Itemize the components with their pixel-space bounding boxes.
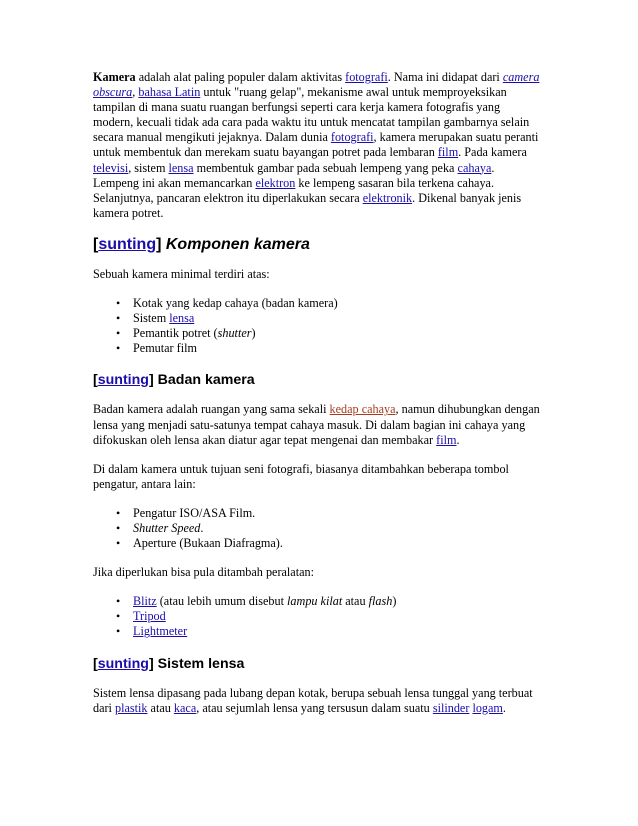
link-logam[interactable]: logam (472, 700, 503, 715)
link-bahasa-latin[interactable]: bahasa Latin (138, 85, 201, 100)
list-item: • Pengatur ISO/ASA Film. (133, 506, 543, 521)
intro-paragraph (93, 70, 543, 221)
intro-text: , kamera merupakan suatu peranti untuk membentuk dan merekam suatu bayangan potret pada lembaran (93, 130, 539, 160)
edit-link-lensa[interactable]: sunting (97, 655, 149, 672)
heading-title: Badan kamera (153, 372, 255, 389)
list-item (133, 609, 543, 624)
intro-text: . Dikenal banyak jenis kamera potret. (93, 190, 522, 220)
heading-badan-kamera (93, 370, 543, 390)
edit-bracket-close: ] (148, 372, 154, 389)
badan-text: , namun dihubungkan dengan lensa yang menjadi satu-satunya tempat cahaya masuk. Di dalam bagian ini cahaya yang difokuskan oleh lensa akan diatur agar tepat mengenai dan membakar (93, 402, 540, 447)
edit-bracket-open: [ (93, 655, 98, 672)
link-kedap-cahaya[interactable]: kedap cahaya (329, 402, 396, 417)
list-item (133, 624, 543, 639)
intro-text: . Lempeng ini akan memancarkan (93, 160, 495, 190)
list-item: • Kotak yang kedap cahaya (badan kamera) (133, 296, 543, 311)
intro-kamera-bold: Kamera (93, 70, 136, 84)
komponen-lead: Sebuah kamera minimal terdiri atas: (93, 266, 270, 281)
intro-text: , (132, 85, 139, 100)
edit-bracket-close: ] (148, 655, 154, 672)
list-item-italic: flash (368, 594, 393, 609)
edit-link-badan[interactable]: sunting (97, 372, 149, 389)
edit-bracket-open: [ (93, 372, 98, 389)
peralatan-list (93, 594, 543, 639)
list-item-italic: shutter (217, 326, 252, 341)
edit-bracket-close: ] (156, 235, 162, 253)
link-televisi[interactable]: televisi (93, 160, 129, 175)
lensa-text: , atau sejumlah lensa yang tersusun dalam suatu (196, 700, 433, 715)
heading-sistem-lensa (93, 654, 543, 674)
lensa-text: . (502, 700, 506, 715)
heading-title: Komponen kamera (161, 235, 310, 253)
link-lensa[interactable]: lensa (168, 160, 194, 175)
link-cahaya[interactable]: cahaya (457, 160, 492, 175)
link-film-badan[interactable]: film (436, 432, 457, 447)
link-camera-obscura-label: camera obscura (93, 70, 540, 100)
lensa-paragraph (93, 686, 543, 716)
tombol-pengatur-list (93, 506, 543, 551)
intro-text: . Nama ini didapat dari (387, 70, 503, 84)
link-lightmeter[interactable]: Lightmeter (133, 624, 188, 639)
edit-bracket-open: [ (93, 235, 99, 253)
list-item-text: Pemantik potret ( (133, 326, 218, 341)
edit-link-komponen[interactable]: sunting (98, 235, 157, 253)
list-item-text: Sistem (133, 311, 170, 326)
list-item (133, 311, 543, 326)
link-elektron[interactable]: elektron (255, 175, 296, 190)
link-tripod[interactable]: Tripod (133, 609, 166, 624)
link-film[interactable]: film (437, 145, 459, 160)
badan-paragraph-1 (93, 402, 543, 447)
lensa-text: Sistem lensa dipasang pada lubang depan kotak, berupa sebuah lensa tunggal yang terbuat dari (93, 685, 533, 715)
list-item (133, 521, 543, 536)
list-item-italic: lampu kilat (287, 594, 343, 609)
list-item-text: atau (342, 594, 369, 609)
link-elektronik[interactable]: elektronik (362, 190, 413, 205)
link-plastik[interactable]: plastik (115, 700, 148, 715)
list-item: • Pemutar film (133, 341, 543, 356)
intro-text: , sistem (128, 160, 169, 175)
heading-title: Sistem lensa (153, 655, 245, 672)
badan-paragraph-3: Jika diperlukan bisa pula ditambah peralatan: (93, 565, 314, 580)
lensa-text: atau (147, 700, 174, 715)
link-blitz[interactable]: Blitz (133, 594, 157, 609)
badan-text: . (456, 432, 460, 447)
link-fotografi[interactable]: fotografi (345, 70, 388, 84)
intro-text: adalah alat paling populer dalam aktivitas (135, 70, 346, 84)
link-kaca[interactable]: kaca (173, 700, 197, 715)
intro-text: . Pada kamera (458, 145, 527, 160)
heading-komponen-kamera (93, 235, 543, 255)
komponen-list (93, 296, 543, 356)
list-item-text: (atau lebih umum disebut (156, 594, 288, 609)
list-item (133, 326, 543, 341)
intro-text: untuk "ruang gelap", mekanisme awal untuk memproyeksikan tampilan di mana suatu ruangan berfungsi seperti cara kerja kamera fotografis yang modern, kecuali tidak ada cara pada waktu itu untuk mencatat tampilan gambarnya selain secara manual mengikuti jejaknya. Dalam dunia (93, 85, 530, 145)
badan-paragraph-2: Di dalam kamera untuk tujuan seni fotografi, biasanya ditambahkan beberapa tombol pengatur, antara lain: (93, 461, 509, 491)
list-item (133, 594, 543, 609)
list-item: • Aperture (Bukaan Diafragma). (133, 536, 543, 551)
link-fotografi-2[interactable]: fotografi (330, 130, 374, 145)
list-item-text: . (200, 520, 204, 535)
list-item-text: ) (251, 326, 256, 341)
list-item-text: ) (392, 594, 397, 609)
badan-text: Badan kamera adalah ruangan yang sama sekali (93, 402, 330, 417)
link-silinder[interactable]: silinder (432, 700, 470, 715)
link-lensa-list[interactable]: lensa (169, 311, 195, 326)
intro-text: ke lempeng sasaran bila terkena cahaya. Selanjutnya, pancaran elektron itu diperlakukan secara (93, 175, 494, 205)
intro-text: membentuk gambar pada sebuah lempeng yang peka (193, 160, 458, 175)
list-item-italic: Shutter Speed (133, 520, 201, 535)
